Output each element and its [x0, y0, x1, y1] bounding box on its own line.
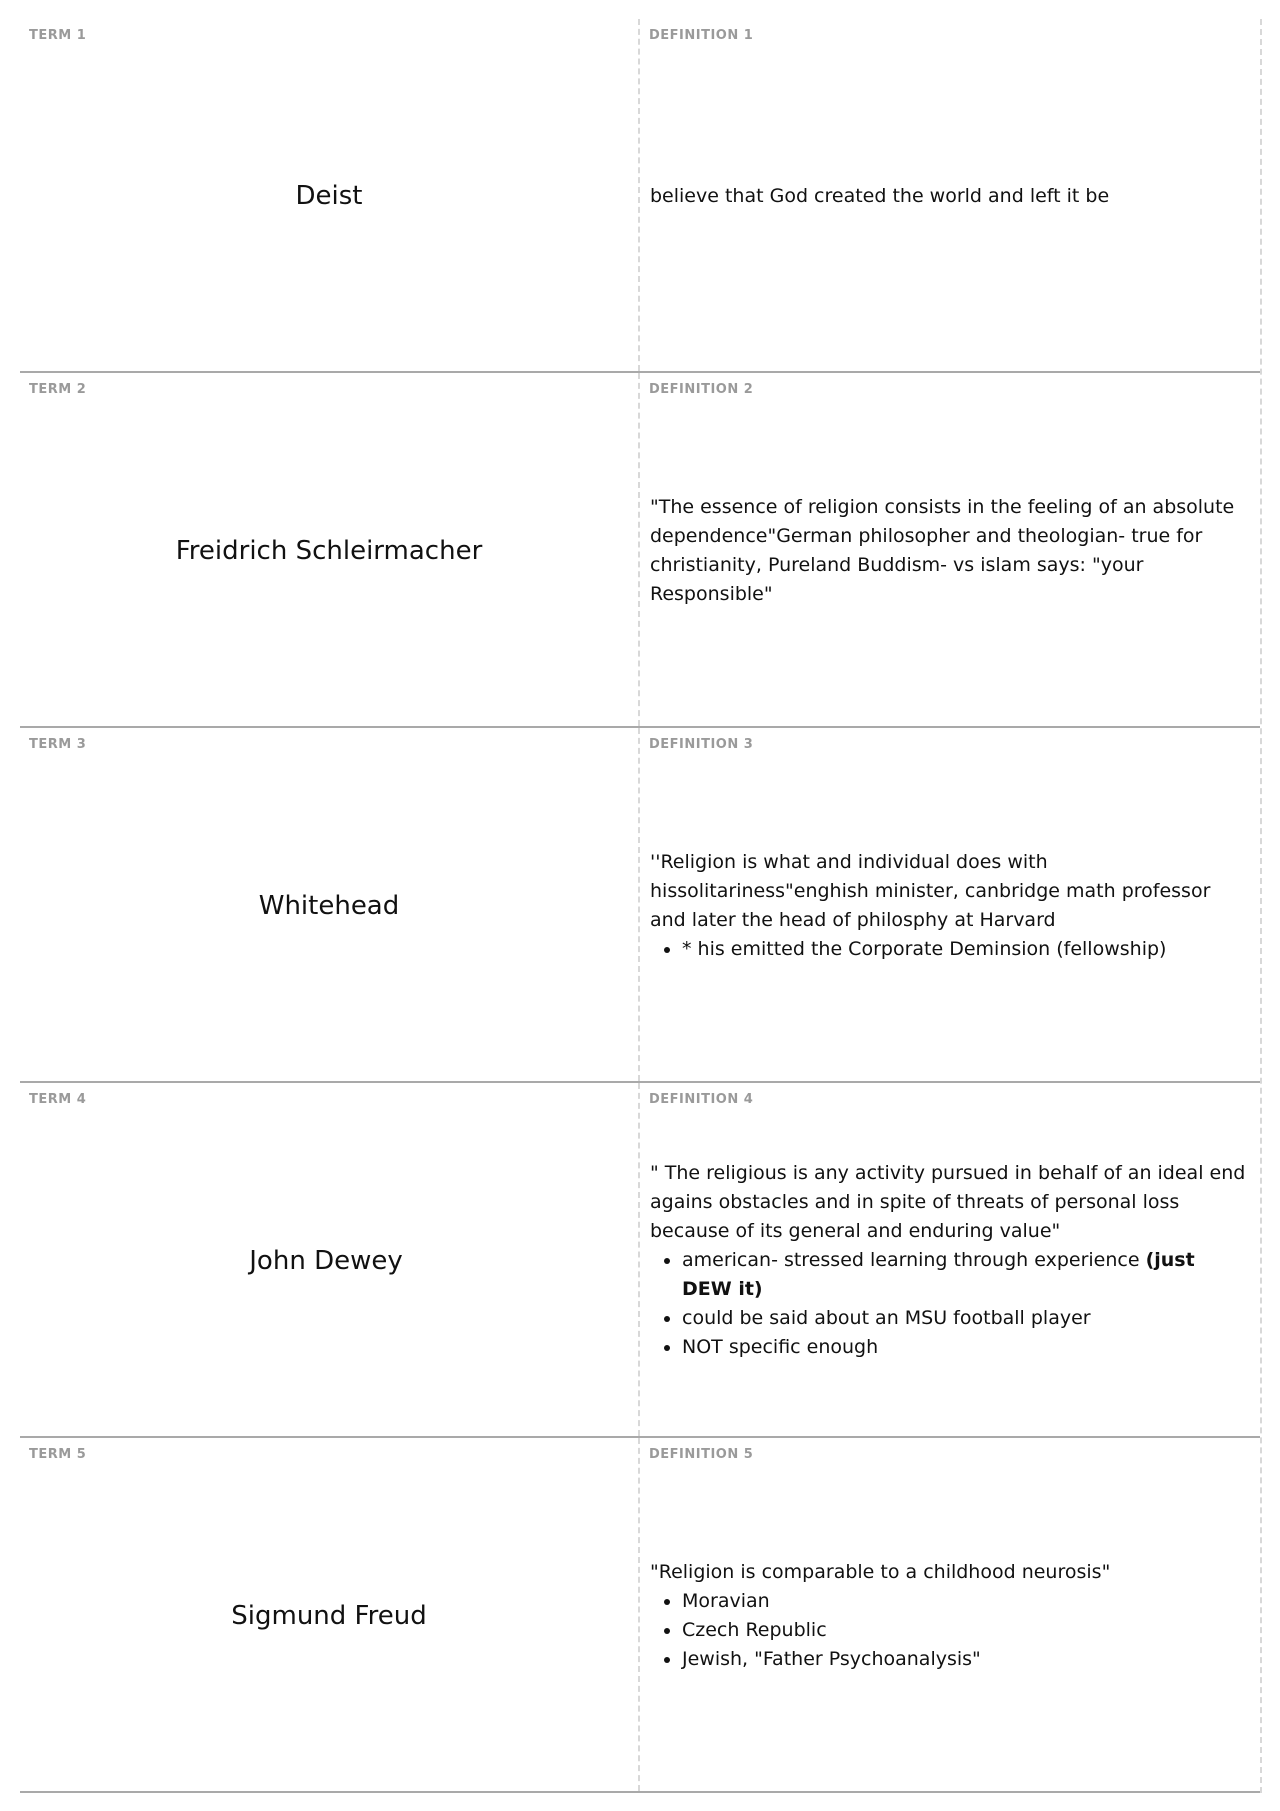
flashcard: [20, 19, 1260, 373]
flashcard: [20, 728, 1260, 1083]
definition-body: [650, 728, 1248, 1081]
definition-body: [650, 1438, 1248, 1791]
definition-body: [650, 19, 1248, 371]
flashcard-sheet: [20, 19, 1262, 1793]
definition-label: DEFINITION 5: [649, 1447, 754, 1462]
term-text: Whitehead: [258, 890, 400, 921]
term-label: TERM 5: [29, 1447, 87, 1462]
definition-cell: [640, 373, 1260, 726]
flashcard: [20, 1083, 1260, 1438]
list-item: [682, 1304, 1248, 1333]
definition-label: DEFINITION 4: [649, 1092, 754, 1107]
definition-bullets: [650, 1246, 1248, 1362]
bullet-text: Jewish, "Father Psychoanalysis": [682, 1647, 981, 1670]
term-label: TERM 2: [29, 382, 87, 397]
term-text: John Dewey: [249, 1245, 403, 1276]
term-text: Freidrich Schleirmacher: [175, 535, 483, 566]
list-item: [682, 1333, 1248, 1362]
definition-text: "The essence of religion consists in the feeling of an absolute dependence"German philosopher and theologian- true for christianity, Pureland Buddism- vs islam says: "your Responsible": [650, 495, 1235, 605]
definition-label: DEFINITION 2: [649, 382, 754, 397]
definition-cell: [640, 1083, 1260, 1436]
bullet-text: american- stressed learning through experience: [682, 1249, 1146, 1271]
term-cell: [20, 1438, 640, 1791]
term-text: Deist: [295, 181, 363, 211]
flashcard: [20, 373, 1260, 728]
definition-text: ''Religion is what and individual does with hissolitariness"enghish minister, canbridge math professor and later the head of philosphy at Harvard: [650, 850, 1211, 931]
flashcard: [20, 1438, 1260, 1793]
bullet-bold-text: (just DEW it): [682, 1249, 1195, 1300]
list-item: [682, 935, 1248, 964]
definition-body: [650, 373, 1248, 726]
definition-text: "Religion is comparable to a childhood neurosis": [650, 1560, 1111, 1583]
term-cell: [20, 1083, 640, 1436]
definition-bullets: [650, 935, 1248, 964]
list-item: [682, 1246, 1248, 1304]
term-cell: [20, 728, 640, 1081]
definition-text: believe that God created the world and left it be: [650, 184, 1110, 207]
definition-cell: [640, 19, 1260, 371]
term-label: TERM 4: [29, 1092, 87, 1107]
definition-bullets: [650, 1587, 1248, 1674]
list-item: [682, 1587, 1248, 1616]
term-cell: [20, 373, 640, 726]
list-item: [682, 1645, 1248, 1674]
definition-cell: [640, 728, 1260, 1081]
bullet-text: * his emitted the Corporate Deminsion (fellowship): [682, 937, 1167, 960]
bullet-text: Moravian: [682, 1589, 770, 1612]
term-label: TERM 3: [29, 737, 87, 752]
bullet-text: Czech Republic: [682, 1618, 827, 1641]
list-item: [682, 1616, 1248, 1645]
term-cell: [20, 19, 640, 371]
bullet-text: NOT specific enough: [682, 1336, 879, 1358]
definition-cell: [640, 1438, 1260, 1791]
definition-label: DEFINITION 3: [649, 737, 754, 752]
bullet-text: could be said about an MSU football player: [682, 1307, 1091, 1329]
term-text: Sigmund Freud: [231, 1600, 427, 1631]
definition-label: DEFINITION 1: [649, 28, 754, 43]
definition-body: [650, 1083, 1248, 1436]
definition-text: " The religious is any activity pursued in behalf of an ideal end agains obstacles and in spite of threats of personal loss because of its general and enduring value": [650, 1162, 1246, 1242]
term-label: TERM 1: [29, 28, 87, 43]
